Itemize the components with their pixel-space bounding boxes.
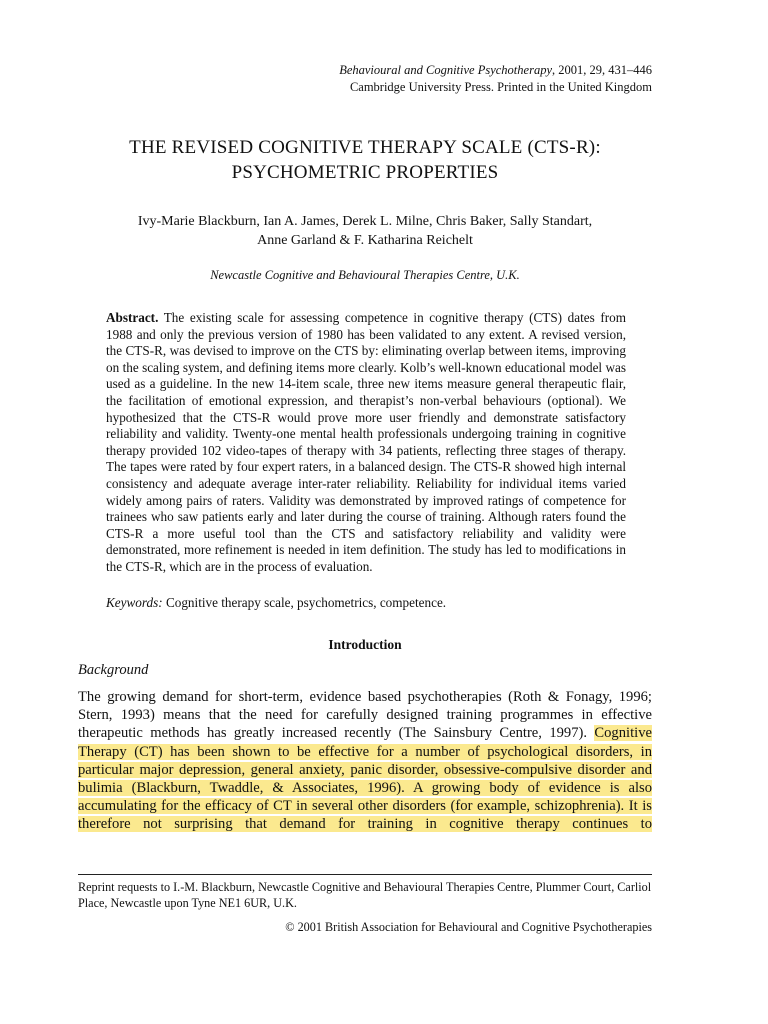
paragraph-text: The growing demand for short-term, evidence based psychotherapies (Roth & Fonagy, 1996; Stern, 1993) means that the need for carefully designed training programmes in effective therapeutic methods has greatly increased recently (The Sainsbury Centre, 1997). bbox=[78, 689, 652, 742]
affiliation: Newcastle Cognitive and Behavioural Therapies Centre, U.K. bbox=[210, 268, 520, 282]
keywords bbox=[106, 595, 626, 612]
footnote-divider bbox=[78, 874, 652, 875]
title-line-1: THE REVISED COGNITIVE THERAPY SCALE (CTS-R): bbox=[129, 137, 601, 158]
abstract-text: The existing scale for assessing competence in cognitive therapy (CTS) dates from 1988 and only the previous version of 1980 has been validated to any extent. A revised version, the CTS-R, was devised to improve on the CTS by: eliminating overlap between items, improving on the scaling system, and defining items more clearly. Kolb’s well-known educational model was used as a guideline. In the new 14-item scale, three new items measure general therapeutic flair, the facilitation of emotional expression, and therapist’s non-verbal behaviours (optional). We hypothesized that the CTS-R would prove more user friendly and demonstrate satisfactory reliability and validity. Twenty-one mental health professionals undergoing training in cognitive therapy provided 102 video-tapes of therapy with 34 patients, reflecting three stages of therapy. The tapes were rated by four expert raters, in a balanced design. The CTS-R showed high internal consistency and adequate average inter-rater reliability. Reliability for individual items varied widely among pairs of raters. Validity was demonstrated by improved ratings of competence for trainees who saw patients early and later during the course of training. Although raters found the CTS-R a more useful tool than the CTS and satisfactory reliability and validity were demonstrated, more refinement is needed in item definition. The study has led to modifications in the CTS-R, which are in the process of evaluation. bbox=[106, 310, 627, 574]
abstract-label: Abstract. bbox=[106, 310, 159, 325]
journal-citation-line bbox=[339, 62, 652, 79]
keywords-label: Keywords: bbox=[106, 595, 163, 610]
author-list bbox=[70, 212, 660, 250]
journal-reference bbox=[339, 62, 652, 95]
reprint-requests: Reprint requests to I.-M. Blackburn, Newcastle Cognitive and Behavioural Therapies Centre, Plummer Court, Carliol Place, Newcastle upon Tyne NE1 6UR, U.K. bbox=[78, 880, 652, 910]
publisher-line: Cambridge University Press. Printed in the United Kingdom bbox=[349, 79, 652, 94]
subsection-heading-background: Background bbox=[78, 662, 149, 678]
highlighted-passage[interactable]: Cognitive Therapy (CT) has been shown to be effective for a number of psychological disorders, in particular major depression, general anxiety, panic disorder, obsessive-compulsive disorder and bulimia (Blackburn, Twaddle, & Associates, 1996). A growing body of evidence is also accumulating for the efficacy of CT in several other disorders (for example, schizophrenia). It is therefore not surprising that demand for training in cognitive therapy continues to bbox=[78, 725, 652, 833]
journal-name: Behavioural and Cognitive Psychotherapy bbox=[339, 63, 552, 77]
section-heading-introduction: Introduction bbox=[328, 637, 402, 652]
journal-details: , 2001, 29, 431–446 bbox=[552, 63, 652, 77]
keywords-text: Cognitive therapy scale, psychometrics, competence. bbox=[165, 595, 447, 610]
authors-line-2: Anne Garland & F. Katharina Reichelt bbox=[257, 233, 473, 248]
abstract bbox=[106, 310, 626, 576]
introduction-paragraph bbox=[78, 688, 652, 834]
authors-line-1: Ivy-Marie Blackburn, Ian A. James, Derek L. Milne, Chris Baker, Sally Standart, bbox=[137, 214, 593, 229]
title-line-2: PSYCHOMETRIC PROPERTIES bbox=[231, 162, 499, 183]
copyright-notice: © 2001 British Association for Behavioural and Cognitive Psychotherapies bbox=[285, 920, 652, 934]
article-title bbox=[60, 135, 670, 185]
